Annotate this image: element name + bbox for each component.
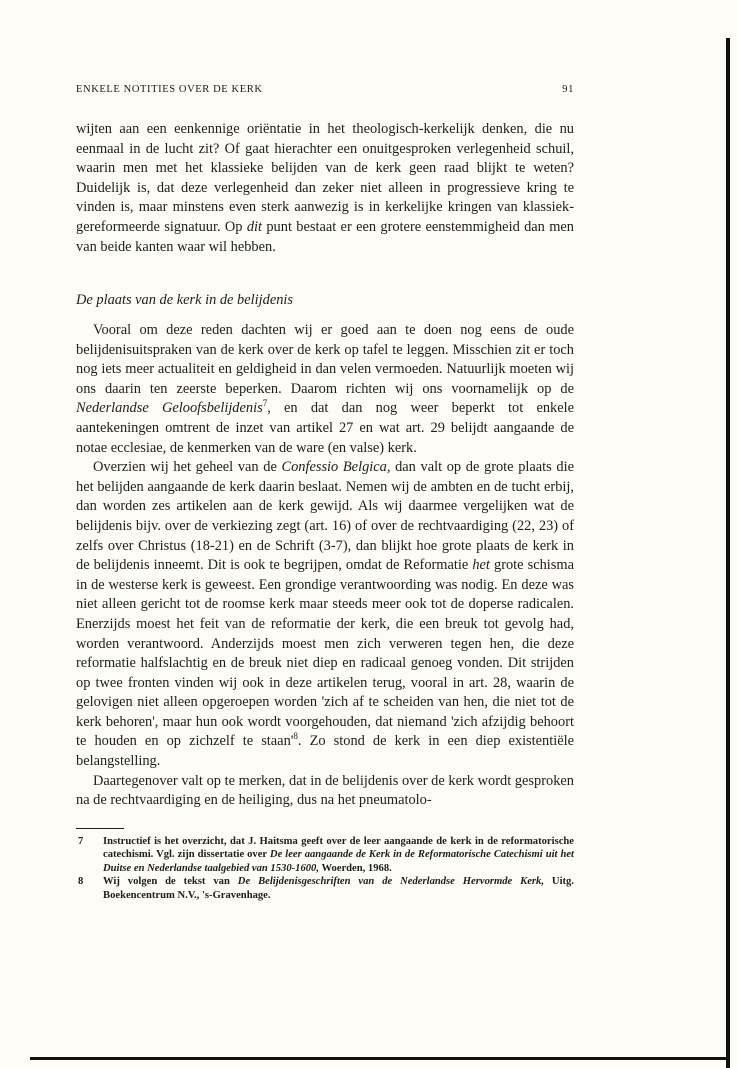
scan-edge-right [726, 38, 730, 1068]
confessio-emphasis: Confessio Belgica, [281, 459, 391, 476]
footnote-number: 7 [78, 836, 84, 847]
paragraph-3: Daartegenover valt op te merken, dat in de belijdenis over de kerk wordt gesproken na de rechtvaardiging en de heiliging, dus na het pneumatolo- [76, 772, 574, 809]
paragraph-text: Vooral om deze reden dachten wij er goed aan te doen nog eens de oude belijdenisuitspraken van de kerk over de kerk op tafel te leggen. Misschien zit er toch nog iets meer actualiteit en geldigheid in dan velen vermoeden. Natuurlijk moeten wij ons daarin ten zeerste beperken. Daarom richten wij ons voornamelijk op de [76, 322, 574, 397]
intro-emphasis: dit [246, 218, 263, 235]
footnotes [76, 835, 574, 902]
paragraph-text: dan valt op de grote plaats die het belijden aangaande de kerk daarin beslaat. Nemen wij de ambten en de tucht erbij, dan worden zes artikelen aan de kerk gewijd. Als wij daarmee vergelijken wat de belijdenis bijv. over de verkiezing zegt (art. 16) of over de rechtvaardiging (22, 23) of zelfs over Christus (18-21) en de Schrift (3-7), dan blijkt hoe grote plaats de kerk in de belijdenis inneemt. Dit is ook te begrijpen, omdat de Reformatie [76, 459, 575, 574]
footnote-text [103, 835, 574, 875]
footnote-title: De Belijdenisgeschriften van de Nederlandse Hervormde Kerk, [237, 876, 544, 888]
page-number: 91 [562, 84, 574, 95]
paragraph-text: , en dat dan nog weer beperkt tot enkele aantekeningen omtrent de inzet van artikel 27 en wat art. 29 belijdt aangaande de notae ecclesiae, de kenmerken van de ware (en valse) kerk. [76, 400, 575, 456]
section-body [76, 321, 574, 811]
section-heading: De plaats van de kerk in de belijdenis [76, 292, 293, 308]
footnote-text-part: Woerden, 1968. [318, 862, 392, 874]
footnote-ref-7: 7 [262, 398, 268, 409]
footnote-text-part: Instructief is het overzicht, dat J. Haitsma geeft over de leer aangaande de kerk in de reformatorische catechismi. Vgl. zijn dissertatie over [103, 836, 574, 861]
footnote-7 [76, 835, 574, 875]
paragraph-1 [76, 321, 574, 458]
footnote-8 [76, 875, 574, 902]
paragraph-text: grote schisma in de westerse kerk is geweest. Een grondige verantwoording was nodig. En deze was niet alleen gericht tot de roomse kerk maar steeds meer ook tot de doperse radicalen. Enerzijds moest het feit van de reformatie der kerk, die een breuk tot gevolg had, worden verantwoord. Anderzijds moest men zich verweren tegen hen, die deze reformatie halfslachtig en de breuk niet diep en radicaal genoeg vonden. Dit strijden op twee fronten vinden wij ook in deze artikelen terug, vooral in art. 28, waarin de gelovigen niet alleen opgeroepen worden 'zich af te scheiden van hen, die niet tot de kerk behoren', maar hun ook wordt voorgehouden, dat niemand 'zich afzijdig behoort te houden en op zichzelf te staan' [76, 557, 574, 750]
scan-edge-bottom [30, 1057, 730, 1060]
footnote-number: 8 [78, 876, 84, 888]
paragraph-text: . Zo stond de kerk in een diep existentiële belangstelling. [76, 733, 575, 770]
intro-paragraph [76, 120, 574, 257]
paragraph-2 [76, 458, 574, 772]
paragraph-text: Overzien wij het geheel van de [93, 459, 282, 476]
het-emphasis: het [472, 557, 490, 574]
footnote-text-part: Wij volgen de tekst van [103, 876, 238, 888]
footnote-text [103, 875, 574, 902]
footnote-title: De leer aangaande de Kerk in de Reformatorische Catechismi uit het Duitse en Nederlandse taalgebied van 1530-1600, [103, 849, 574, 874]
running-head [76, 84, 574, 95]
book-title-emphasis: Nederlandse Geloofsbelijdenis [76, 400, 263, 417]
intro-text: wijten aan een eenkennige oriëntatie in het theologisch-kerkelijk denken, die nu eenmaal in de lucht zit? Of gaat hierachter een onuitgesproken verlegenheid schuil, waarin men met het klassieke belijden van de kerk geen raad blijkt te weten? Duidelijk is, dat deze verlegenheid dan zeker niet alleen in progressieve kring te vinden is, maar minstens even sterk aanwezig is in kerkelijke kringen van klassiek-gereformeerde signatuur. Op [76, 121, 574, 235]
running-title: ENKELE NOTITIES OVER DE KERK [76, 84, 263, 95]
footnote-text-part: Uitg. Boekencentrum N.V., 's-Gravenhage. [103, 876, 574, 901]
footnote-rule [76, 828, 124, 829]
intro-text-end: punt bestaat er een grotere eenstemmigheid dan men van beide kanten waar wil hebben. [76, 218, 574, 255]
footnote-ref-8: 8 [293, 731, 298, 742]
